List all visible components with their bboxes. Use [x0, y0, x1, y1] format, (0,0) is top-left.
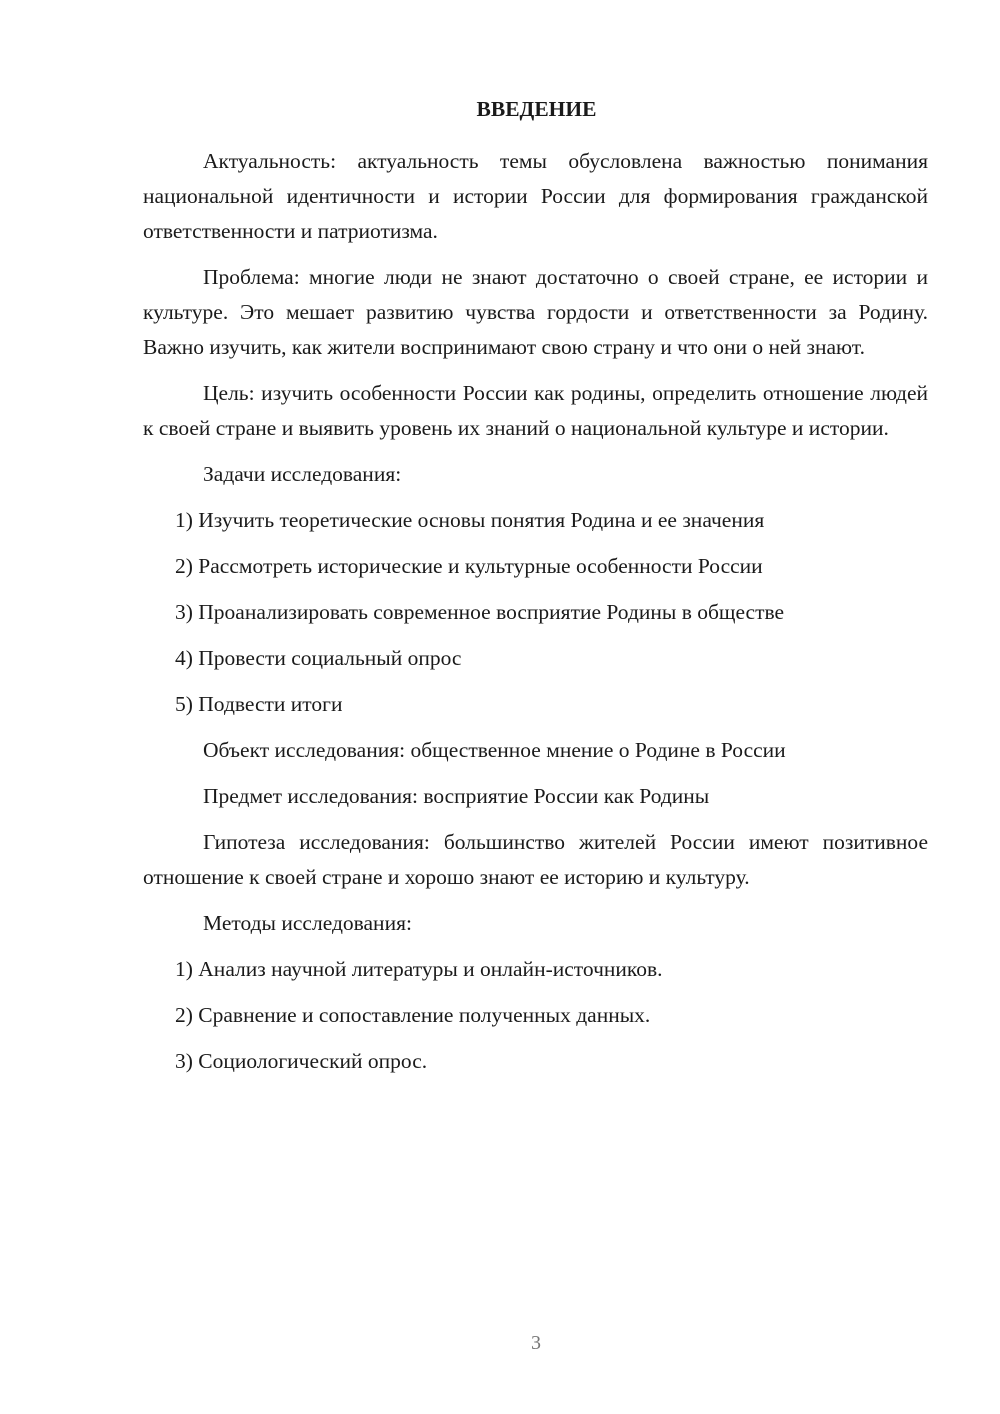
method-item: 2) Сравнение и сопоставление полученных данных.: [175, 1003, 651, 1027]
methods-list: [143, 952, 928, 1079]
hypothesis-paragraph: Гипотеза исследования: большинство жителей России имеют позитивное отношение к своей стране и хорошо знают ее историю и культуру.: [143, 830, 928, 889]
method-item: 3) Социологический опрос.: [175, 1049, 428, 1073]
tasks-label: Задачи исследования:: [203, 462, 402, 486]
section-heading: ВВЕДЕНИЕ: [476, 97, 597, 121]
goal-paragraph: Цель: изучить особенности России как родины, определить отношение людей к своей стране и выявить уровень их знаний о национальной культуре и истории.: [143, 381, 928, 440]
relevance-paragraph: Актуальность: актуальность темы обусловлена важностью понимания национальной идентичности и истории России для формирования гражданской ответственности и патриотизма.: [143, 149, 928, 243]
task-item: 5) Подвести итоги: [175, 692, 343, 716]
method-item: 1) Анализ научной литературы и онлайн-источников.: [175, 957, 663, 981]
task-item: 2) Рассмотреть исторические и культурные особенности России: [175, 554, 763, 578]
document-page: [143, 92, 928, 1090]
task-item: 1) Изучить теоретические основы понятия Родина и ее значения: [175, 508, 765, 532]
task-item: 3) Проанализировать современное восприятие Родины в обществе: [175, 600, 785, 624]
task-item: 4) Провести социальный опрос: [175, 646, 462, 670]
problem-paragraph: Проблема: многие люди не знают достаточно о своей стране, ее истории и культуре. Это мешает развитию чувства гордости и ответственности за Родину. Важно изучить, как жители воспринимают свою страну и что они о ней знают.: [143, 265, 928, 359]
subject-line: Предмет исследования: восприятие России как Родины: [203, 784, 710, 808]
page-number: 3: [531, 1332, 541, 1354]
methods-label: Методы исследования:: [203, 911, 412, 935]
tasks-list: [143, 503, 928, 722]
object-line: Объект исследования: общественное мнение о Родине в России: [203, 738, 786, 762]
